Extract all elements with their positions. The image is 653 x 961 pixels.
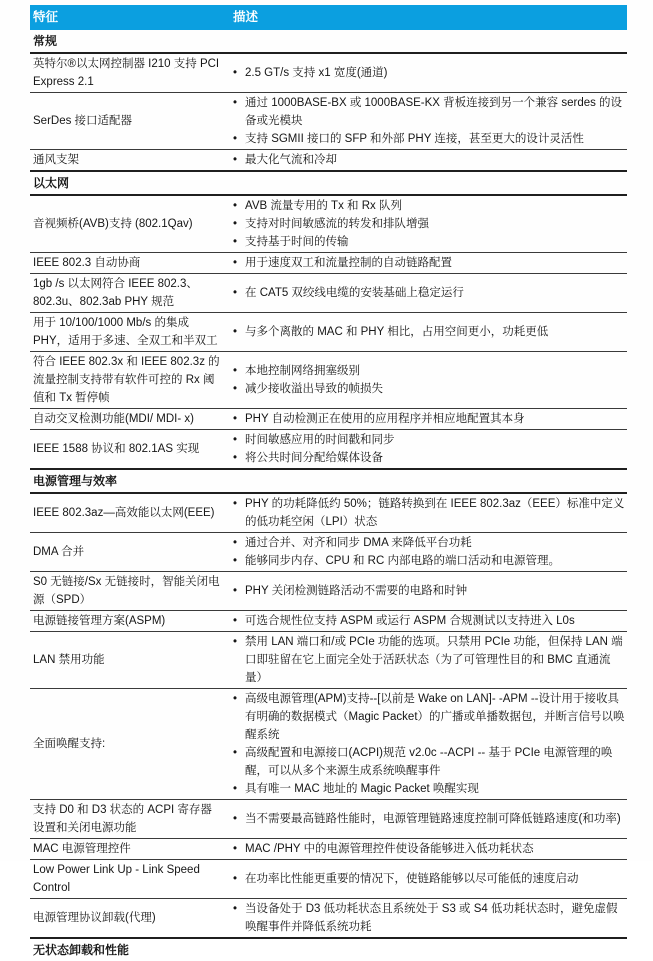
feature-cell: IEEE 1588 协议和 802.1AS 实现 [30,430,230,470]
bullet-text: 支持基于时间的传输 [245,236,349,248]
bullet-text: 减少接收溢出导致的帧损失 [245,383,383,395]
description-cell [230,860,627,899]
bullet-item [233,410,627,428]
table-row [30,253,627,274]
bullet-icon: • [233,413,238,425]
bullet-item [233,362,627,380]
bullet-item [233,233,627,251]
bullet-text: 支持对时间敏感流的转发和排队增强 [245,218,429,230]
bullet-item [233,840,627,858]
table-row [30,533,627,572]
bullet-text: 最大化气流和冷却 [245,154,337,166]
bullet-icon: • [233,97,238,109]
bullet-item [233,780,627,798]
bullet-text: 具有唯一 MAC 地址的 Magic Packet 唤醒实现 [245,783,479,795]
feature-cell: 1gb /s 以太网符合 IEEE 802.3、802.3u、802.3ab PHY 规范 [30,274,230,313]
feature-cell: 符合 IEEE 802.3x 和 IEEE 802.3z 的流量控制支持带有软件可控的 Rx 阈值和 Tx 暂停帧 [30,352,230,409]
bullet-text: 2.5 GT/s 支持 x1 宽度(通道) [245,67,388,79]
bullet-icon: • [233,747,238,759]
bullet-item [233,380,627,398]
description-cell [230,632,627,689]
bullet-icon: • [233,615,238,627]
bullet-item [233,534,627,552]
bullet-icon: • [233,813,238,825]
feature-cell: IEEE 802.3az—高效能以太网(EEE) [30,493,230,533]
bullet-icon: • [233,585,238,597]
bullet-icon: • [233,783,238,795]
feature-spec-table [30,5,627,961]
bullet-icon: • [233,257,238,269]
bullet-icon: • [233,537,238,549]
bullet-item [233,215,627,233]
table-row [30,689,627,800]
bullet-icon: • [233,555,238,567]
bullet-icon: • [233,154,238,166]
bullet-item [233,900,627,936]
bullet-text: 禁用 LAN 端口和/或 PCIe 功能的选项。只禁用 PCIe 功能，但保持 LAN 端口即驻留在它上面完全处于活跃状态（为了可管理性目的和 BMC 直通流量） [245,636,623,684]
bullet-item [233,449,627,467]
feature-cell: 自动交叉检测功能(MDI/ MDI- x) [30,409,230,430]
table-row [30,150,627,172]
description-cell [230,800,627,839]
table-row [30,93,627,150]
description-cell [230,409,627,430]
bullet-icon: • [233,236,238,248]
description-cell [230,839,627,860]
table-row [30,274,627,313]
bullet-item [233,495,627,531]
bullet-item [233,552,627,570]
bullet-text: 当设备处于 D3 低功耗状态且系统处于 S3 或 S4 低功耗状态时，避免虚假唤醒事件并降低系统功耗 [245,903,618,933]
bullet-text: 通过 1000BASE-BX 或 1000BASE-KX 背板连接到另一个兼容 serdes 的设备或光模块 [245,97,623,127]
description-cell [230,430,627,470]
table-row [30,572,627,611]
bullet-item [233,633,627,687]
bullet-text: 本地控制网络拥塞级别 [245,365,360,377]
bullet-icon: • [233,365,238,377]
table-row [30,800,627,839]
column-header-feature: 特征 [30,5,230,30]
bullet-text: 用于速度双工和流量控制的自动链路配置 [245,257,452,269]
section-title: 以太网 [30,171,627,195]
bullet-item [233,323,627,341]
bullet-text: 与多个离散的 MAC 和 PHY 相比，占用空间更小，功耗更低 [245,326,549,338]
bullet-icon: • [233,452,238,464]
description-cell [230,493,627,533]
bullet-icon: • [233,67,238,79]
bullet-icon: • [233,498,238,510]
bullet-text: 时间敏感应用的时间戳和同步 [245,434,395,446]
table-row [30,53,627,93]
bullet-text: 高级配置和电源接口(ACPI)规范 v2.0c --ACPI -- 基于 PCIe 电源管理的唤醒，可以从多个来源生成系统唤醒事件 [245,747,613,777]
bullet-icon: • [233,636,238,648]
bullet-item [233,690,627,744]
bullet-text: PHY 的功耗降低约 50%；链路转换到在 IEEE 802.3az（EEE）标准中定义的低功耗空闲（LPI）状态 [245,498,625,528]
feature-cell: S0 无链接/Sx 无链接时，智能关闭电源（SPD） [30,572,230,611]
bullet-item [233,810,627,828]
feature-cell: 通风支架 [30,150,230,172]
feature-cell: 用于 10/100/1000 Mb/s 的集成 PHY，适用于多速、全双工和半双工 [30,313,230,352]
bullet-icon: • [233,218,238,230]
description-cell [230,53,627,93]
description-cell [230,572,627,611]
bullet-text: 在 CAT5 双绞线电缆的安装基础上稳定运行 [245,287,464,299]
bullet-item [233,197,627,215]
table-body [30,30,627,961]
bullet-icon: • [233,693,238,705]
bullet-item [233,151,627,169]
bullet-icon: • [233,200,238,212]
table-header-row [30,5,627,30]
table-row [30,430,627,470]
description-cell [230,274,627,313]
table-row [30,409,627,430]
bullet-item [233,284,627,302]
description-cell [230,93,627,150]
table-row [30,195,627,253]
feature-cell: IEEE 802.3 自动协商 [30,253,230,274]
bullet-text: PHY 关闭检测链路活动不需要的电路和时钟 [245,585,468,597]
section-row [30,171,627,195]
feature-cell: 音视频桥(AVB)支持 (802.1Qav) [30,195,230,253]
description-cell [230,253,627,274]
description-cell [230,533,627,572]
bullet-item [233,744,627,780]
bullet-item [233,64,627,82]
bullet-text: MAC /PHY 中的电源管理控件使设备能够进入低功耗状态 [245,843,534,855]
section-title: 电源管理与效率 [30,469,627,493]
feature-cell: 英特尔®以太网控制器 I210 支持 PCI Express 2.1 [30,53,230,93]
feature-cell: 电源链接管理方案(ASPM) [30,611,230,632]
feature-cell: Low Power Link Up - Link Speed Control [30,860,230,899]
table-row [30,839,627,860]
bullet-text: 可选合规性位支持 ASPM 或运行 ASPM 合规测试以支持进入 L0s [245,615,575,627]
bullet-text: 支持 SGMII 接口的 SFP 和外部 PHY 连接，甚至更大的设计灵活性 [245,133,584,145]
table-header [30,5,627,30]
bullet-icon: • [233,843,238,855]
table-row [30,611,627,632]
description-cell [230,899,627,939]
description-cell [230,352,627,409]
feature-cell: LAN 禁用功能 [30,632,230,689]
bullet-icon: • [233,133,238,145]
feature-cell: SerDes 接口适配器 [30,93,230,150]
bullet-item [233,870,627,888]
column-header-description: 描述 [230,5,627,30]
table-row [30,632,627,689]
bullet-item [233,94,627,130]
description-cell [230,611,627,632]
bullet-icon: • [233,903,238,915]
table-row [30,493,627,533]
bullet-item [233,431,627,449]
bullet-item [233,130,627,148]
bullet-icon: • [233,326,238,338]
feature-cell: 电源管理协议卸载(代理) [30,899,230,939]
bullet-text: 在功率比性能更重要的情况下，使链路能够以尽可能低的速度启动 [245,873,579,885]
bullet-icon: • [233,873,238,885]
bullet-icon: • [233,287,238,299]
bullet-icon: • [233,383,238,395]
bullet-text: 高级电源管理(APM)支持--[以前是 Wake on LAN]- -APM --设计用于接收具有明确的数据模式（Magic Packet）的广播或单播数据包，并断言信号以唤醒系统 [245,693,625,741]
bullet-text: 当不需要最高链路性能时，电源管理链路速度控制可降低链路速度(和功率) [245,813,621,825]
section-row [30,469,627,493]
bullet-item [233,612,627,630]
feature-cell: 全面唤醒支持: [30,689,230,800]
table-row [30,860,627,899]
table-row [30,899,627,939]
bullet-text: 通过合并、对齐和同步 DMA 来降低平台功耗 [245,537,472,549]
bullet-text: AVB 流量专用的 Tx 和 Rx 队列 [245,200,402,212]
bullet-text: 将公共时间分配给媒体设备 [245,452,383,464]
feature-cell: DMA 合并 [30,533,230,572]
bullet-text: 能够同步内存、CPU 和 RC 内部电路的端口活动和电源管理。 [245,555,560,567]
feature-cell: MAC 电源管理控件 [30,839,230,860]
description-cell [230,313,627,352]
bullet-item [233,254,627,272]
description-cell [230,689,627,800]
bullet-item [233,582,627,600]
table-row [30,352,627,409]
section-title: 常规 [30,30,627,53]
feature-cell: 支持 D0 和 D3 状态的 ACPI 寄存器设置和关闭电源功能 [30,800,230,839]
description-cell [230,150,627,172]
bullet-text: PHY 自动检测正在使用的应用程序并相应地配置其本身 [245,413,525,425]
section-row [30,30,627,53]
bullet-icon: • [233,434,238,446]
section-title: 无状态卸载和性能 [30,938,627,961]
description-cell [230,195,627,253]
section-row [30,938,627,961]
table-row [30,313,627,352]
